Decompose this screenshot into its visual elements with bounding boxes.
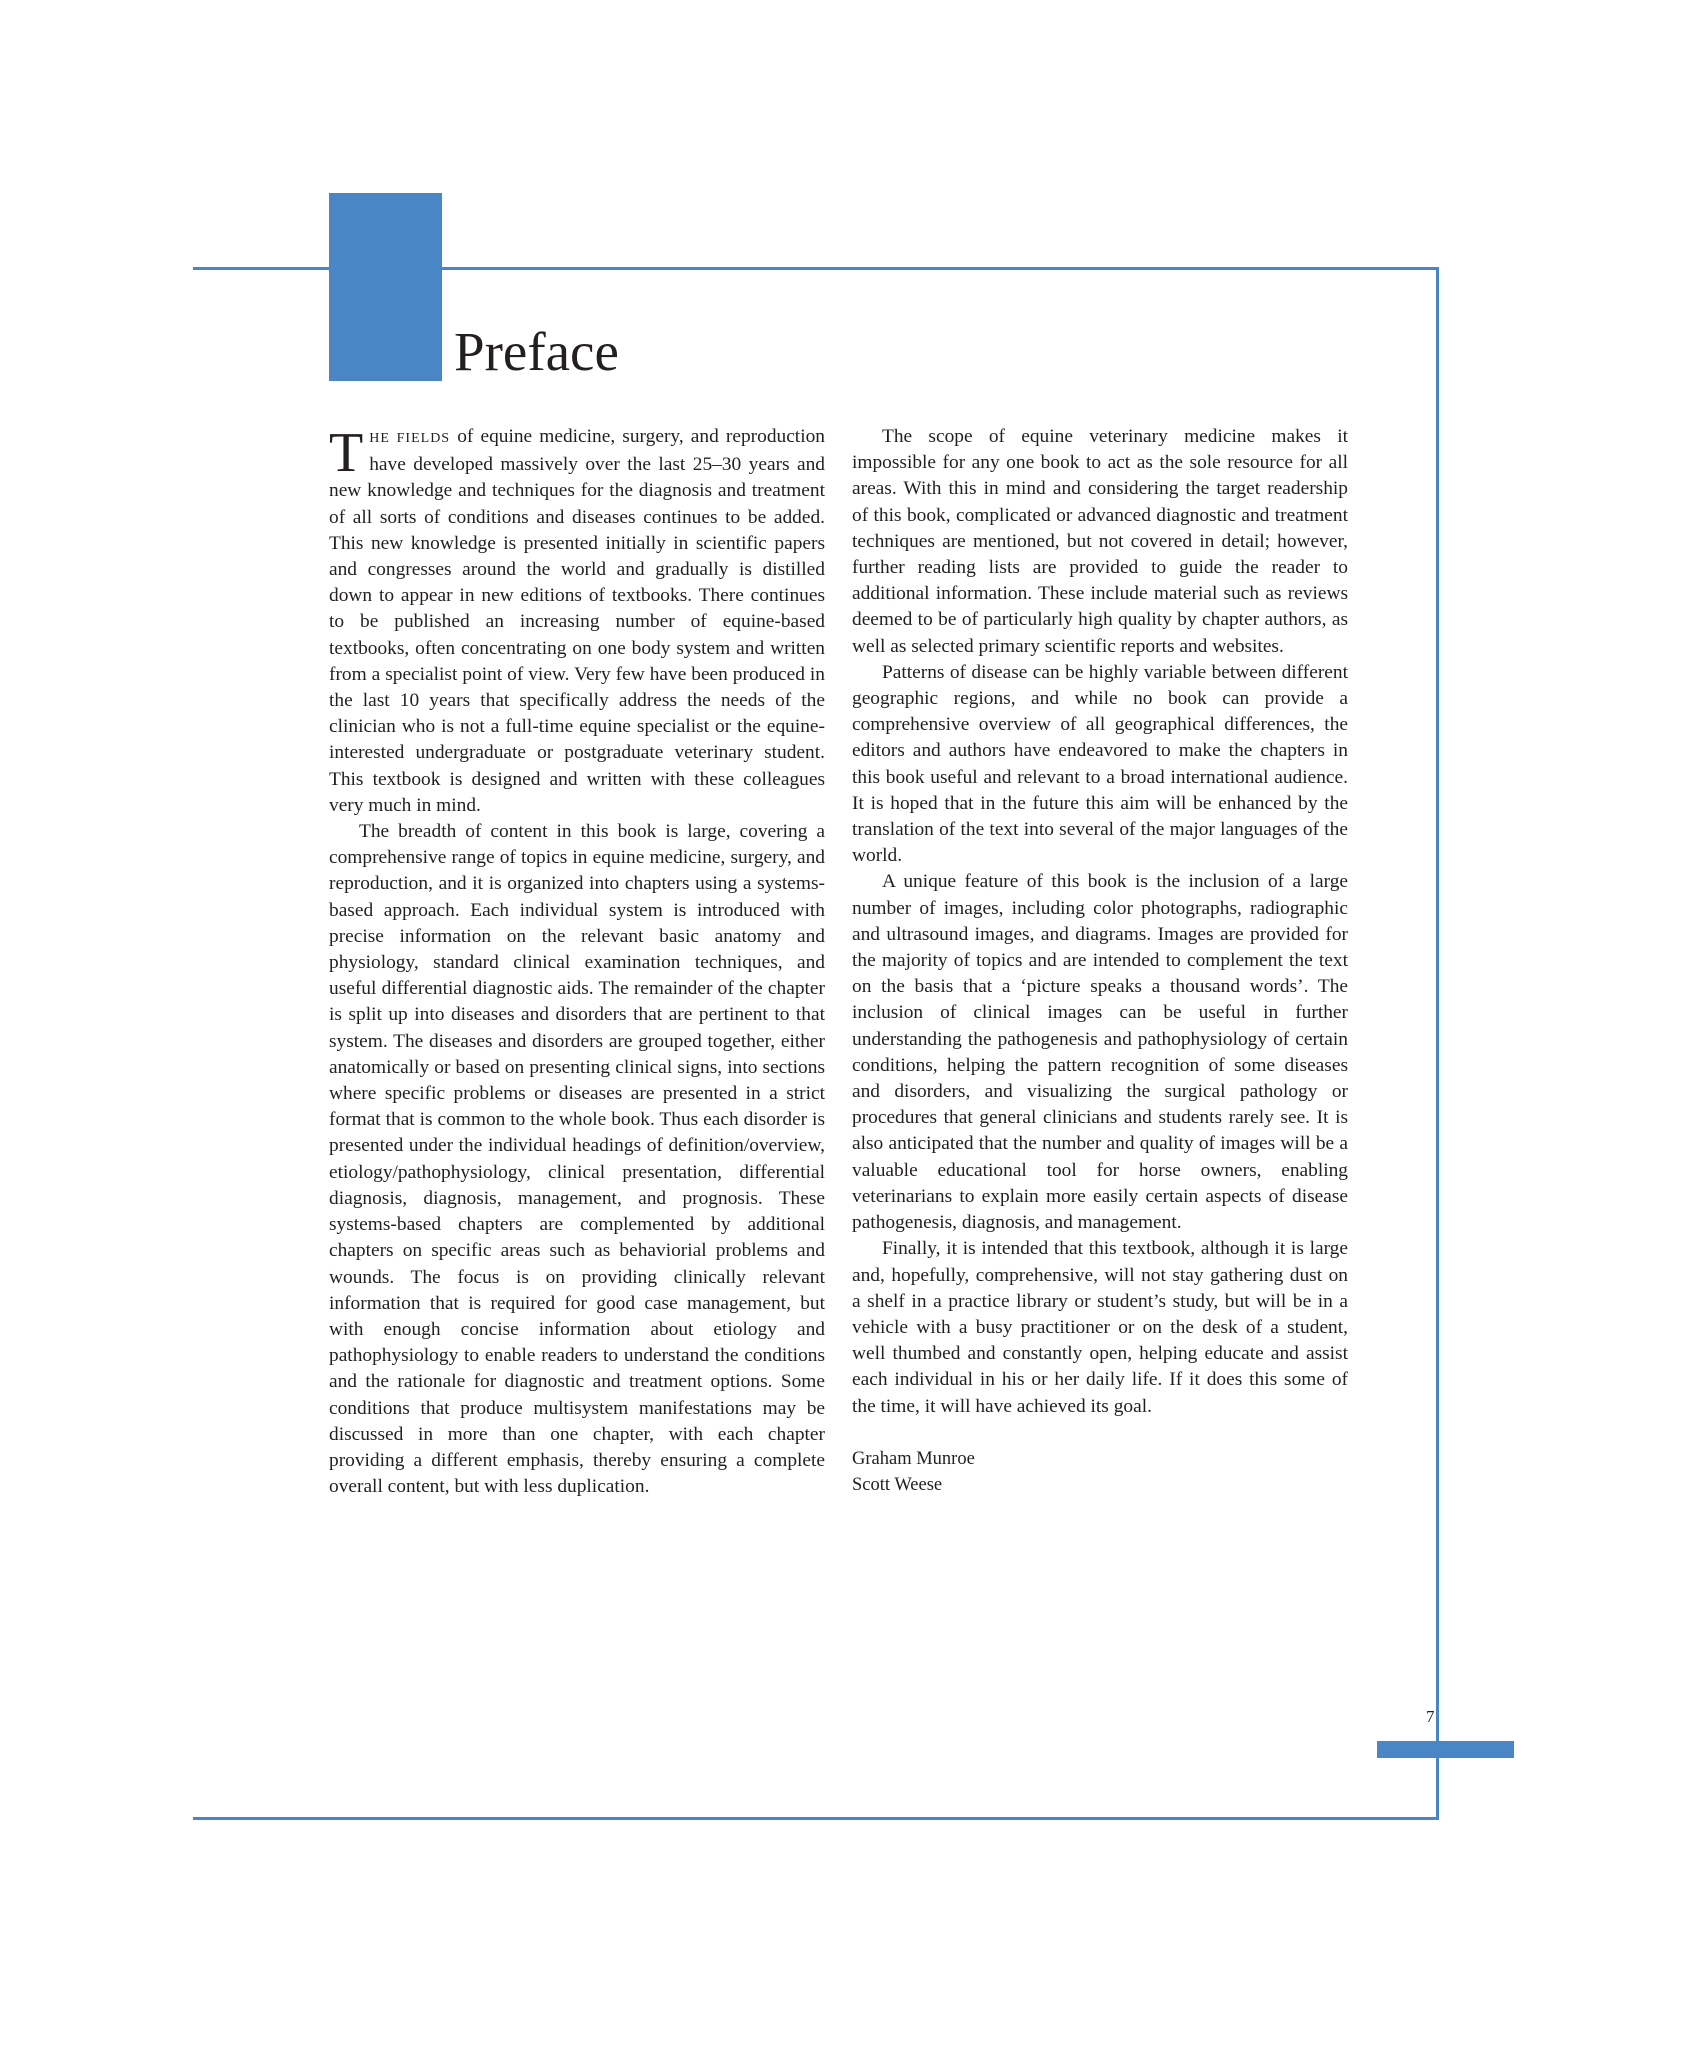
drop-cap: T bbox=[329, 422, 364, 484]
author-signatures bbox=[852, 1446, 1348, 1498]
paragraph: The scope of equine veterinary medicine makes it impossible for any one book to act as the sole resource for all areas. With this in mind and considering the target readership of this book, complicated or advanced diagnostic and treatment techniques are mentioned, but not covered in detail; however, further reading lists are provided to guide the reader to additional information. These include material such as reviews deemed to be of particularly high quality by chapter authors, as well as selected primary scientific reports and websites. bbox=[852, 426, 1348, 657]
page-number: 7 bbox=[1426, 1707, 1435, 1726]
right-column bbox=[852, 424, 1348, 1498]
paragraph: A unique feature of this book is the inclusion of a large number of images, including color photographs, radiographic and ultrasound images, and diagrams. Images are provided for the majority of topics and are intended to complement the text on the basis that a ‘picture speaks a thousand words’. The inclusion of clinical images can be useful in further understanding the pathogenesis and pathophysiology of certain conditions, helping the pattern recognition of some diseases and disorders, and visualizing the surgical pathology or procedures that general clinicians and students rarely see. It is also anticipated that the number and quality of images will be a valuable educational tool for horse owners, enabling veterinarians to explain more easily certain aspects of disease pathogenesis, diagnosis, and management. bbox=[852, 871, 1348, 1234]
frame-right-rule bbox=[1436, 267, 1439, 1820]
paragraph: Finally, it is intended that this textbook, although it is large and, hopefully, comprehensive, will not stay gathering dust on a shelf in a practice library or student’s study, but will be in a vehicle with a busy practitioner or on the desk of a student, well thumbed and constantly open, helping educate and assist each individual in his or her daily life. If it does this some of the time, it will have achieved its goal. bbox=[852, 1238, 1348, 1417]
author-name: Graham Munroe bbox=[852, 1448, 975, 1469]
small-caps-opening: HE FIELDS bbox=[369, 431, 451, 446]
page-number-tab bbox=[1377, 1741, 1514, 1758]
frame-bottom-rule bbox=[193, 1817, 1439, 1820]
left-column bbox=[329, 424, 825, 1500]
paragraph: Patterns of disease can be highly variable between different geographic regions, and while no book can provide a comprehensive overview of all geographical differences, the editors and authors have endeavored to make the chapters in this book useful and relevant to a broad international audience. It is hoped that in the future this aim will be enhanced by the translation of the text into several of the major languages of the world. bbox=[852, 661, 1348, 867]
title-accent-block bbox=[329, 193, 442, 381]
page-title: Preface bbox=[454, 321, 619, 382]
paragraph: The breadth of content in this book is large, covering a comprehensive range of topics in equine medicine, surgery, and reproduction, and it is organized into chapters using a systems-based approach. Each individual system is introduced with precise information on the relevant basic anatomy and physiology, standard clinical examination techniques, and useful differential diagnostic aids. The remainder of the chapter is split up into diseases and disorders that are pertinent to that system. The diseases and disorders are grouped together, either anatomically or based on presenting clinical signs, into sections where specific problems or diseases are presented in a strict format that is common to the whole book. Thus each disorder is presented under the individual headings of definition/overview, etiology/pathophysiology, clinical presentation, differential diagnosis, diagnosis, management, and prognosis. These systems-based chapters are complemented by additional chapters on specific areas such as behaviorial problems and wounds. The focus is on providing clinically relevant information that is required for good case management, but with enough concise information about etiology and pathophysiology to enable readers to understand the conditions and the rationale for diagnostic and treatment options. Some conditions that produce multisystem manifestations may be discussed in more than one chapter, with each chapter providing a different emphasis, thereby ensuring a complete overall content, but with less duplication. bbox=[329, 821, 825, 1498]
author-name: Scott Weese bbox=[852, 1474, 943, 1495]
paragraph-text: of equine medicine, surgery, and reproduction have developed massively over the last 25–30 years and new knowledge and techniques for the diagnosis and treatment of all sorts of conditions and diseases continues to be added. This new knowledge is presented initially in scientific papers and congresses around the world and gradually is distilled down to appear in new editions of textbooks. There continues to be published an increasing number of equine-based textbooks, often concentrating on one body system and written from a specialist point of view. Very few have been produced in the last 10 years that specifically address the needs of the clinician who is not a full-time equine specialist or the equine-interested undergraduate or postgraduate veterinary student. This textbook is designed and written with these colleagues very much in mind. bbox=[329, 426, 825, 816]
paragraph bbox=[329, 424, 825, 819]
